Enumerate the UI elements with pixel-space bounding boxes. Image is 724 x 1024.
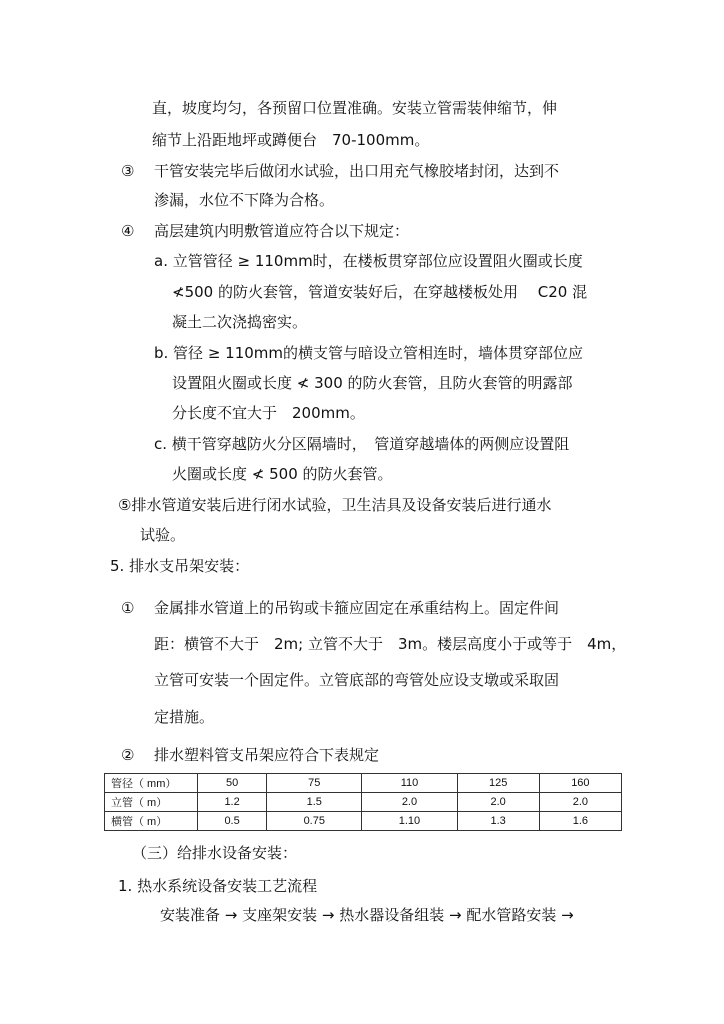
table-cell: 横管（ m） bbox=[105, 812, 198, 831]
text-line: 渗漏，水位不下降为合格。 bbox=[154, 191, 335, 209]
list-item bbox=[121, 161, 559, 181]
table-cell: 2.0 bbox=[362, 793, 457, 812]
table-cell: 管径（ mm） bbox=[105, 774, 198, 793]
table-cell: 75 bbox=[267, 774, 362, 793]
table-cell: 1.5 bbox=[267, 793, 362, 812]
text-line: 设置阻火圈或长度 ≮ 300 的防火套管，且防火套管的明露部 bbox=[172, 374, 573, 392]
table-cell: 1.10 bbox=[362, 812, 457, 831]
text-line: a. 立管管径 ≥ 110mm时，在楼板贯穿部位应设置阻火圈或长度 bbox=[154, 252, 583, 270]
circled-number-marker: ② bbox=[121, 746, 135, 764]
text-line: ⑤排水管道安装后进行闭水试验，卫生洁具及设备安装后进行通水 bbox=[118, 496, 552, 514]
section-heading: 5. 排水支吊架安装： bbox=[110, 557, 250, 575]
pipe-support-spacing-table bbox=[104, 773, 622, 831]
text-line: 试验。 bbox=[140, 526, 186, 544]
text-line: 分长度不宜大于 200mm。 bbox=[172, 404, 365, 422]
circled-number-marker: ④ bbox=[121, 222, 135, 240]
text-line: 凝土二次浇捣密实。 bbox=[172, 313, 308, 331]
text-line: 距：横管不大于 2m; 立管不大于 3m。楼层高度小于或等于 4m， bbox=[154, 635, 627, 653]
text-line: 干管安装完毕后做闭水试验，出口用充气橡胶堵封闭，达到不 bbox=[154, 162, 560, 180]
text-line: b. 管径 ≥ 110mm的横支管与暗设立管相连时，墙体贯穿部位应 bbox=[154, 344, 584, 362]
table-row bbox=[105, 774, 622, 793]
table-cell: 0.75 bbox=[267, 812, 362, 831]
text-line: 立管可安装一个固定件。立管底部的弯管处应设支墩或采取固 bbox=[154, 671, 560, 689]
section-heading: （三）给排水设备安装： bbox=[132, 844, 298, 862]
text-line: ≮500 的防火套管，管道安装好后，在穿越楼板处用 C20 混 bbox=[172, 283, 588, 301]
table-cell: 160 bbox=[539, 774, 621, 793]
text-line: 定措施。 bbox=[154, 708, 215, 726]
table-cell: 2.0 bbox=[539, 793, 621, 812]
text-line: 高层建筑内明敷管道应符合以下规定： bbox=[154, 222, 410, 240]
table-cell: 125 bbox=[457, 774, 539, 793]
list-item bbox=[121, 745, 379, 765]
text-line: c. 横干管穿越防火分区隔墙时， 管道穿越墙体的两侧应设置阻 bbox=[154, 435, 570, 453]
text-line: 直，坡度均匀，各预留口位置准确。安装立管需装伸缩节，伸 bbox=[152, 99, 558, 117]
table-cell: 110 bbox=[362, 774, 457, 793]
table-row bbox=[105, 793, 622, 812]
list-item bbox=[121, 598, 559, 618]
circled-number-marker: ① bbox=[121, 599, 135, 617]
table-cell: 0.5 bbox=[198, 812, 267, 831]
table-cell: 2.0 bbox=[457, 793, 539, 812]
table-cell: 1.2 bbox=[198, 793, 267, 812]
list-item bbox=[121, 221, 409, 241]
text-line: 缩节上沿距地坪或蹲便台 70-100mm。 bbox=[152, 131, 430, 149]
circled-number-marker: ③ bbox=[121, 162, 135, 180]
table-cell: 50 bbox=[198, 774, 267, 793]
text-line: 金属排水管道上的吊钩或卡箍应固定在承重结构上。固定件间 bbox=[154, 599, 560, 617]
text-line: 火圈或长度 ≮ 500 的防火套管。 bbox=[172, 465, 393, 483]
table-cell: 1.6 bbox=[539, 812, 621, 831]
text-line: 排水塑料管支吊架应符合下表规定 bbox=[154, 746, 380, 764]
process-flow-text: 安装准备 → 支座架安装 → 热水器设备组装 → 配水管路安装 → bbox=[160, 906, 574, 924]
table-row bbox=[105, 812, 622, 831]
section-heading: 1. 热水系统设备安装工艺流程 bbox=[118, 877, 318, 895]
table-cell: 1.3 bbox=[457, 812, 539, 831]
table-cell: 立管（ m） bbox=[105, 793, 198, 812]
